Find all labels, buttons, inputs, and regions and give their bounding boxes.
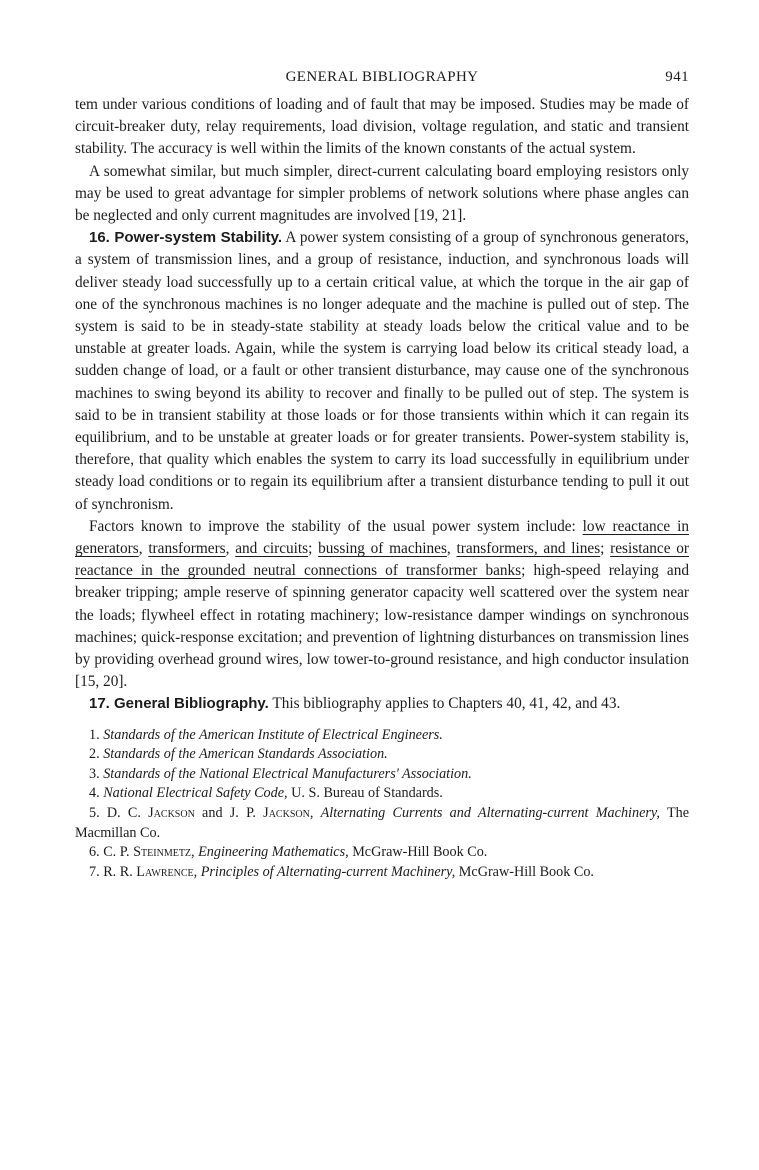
underlined-phrase: bussing of machines [318, 540, 447, 558]
underlined-phrase: transformers, and lines [456, 540, 601, 558]
section-17 [75, 693, 689, 715]
factors-text: ; [308, 540, 319, 558]
entry-title: Alternating Currents and Alternating-current Machinery, [320, 805, 660, 822]
section-16-body: A power system consisting of a group of synchronous generators, a system of transmission lines, and a group of resistance, induction, and synchronous loads will deliver steady load successfully up to a certain critical value, at which the torque in the air gap of one of the synchronous machines is no longer adequate and the machine is pulled out of step. The system is said to be in steady-state stability at steady loads below the critical value and to be unstable at greater loads. Again, while the system is carrying load below its critical steady load, a sudden change of load, or a fault or other transient disturbance, may cause one of the synchronous machines to swing beyond its ability to recover and finally to be pulled out of step. The system is said to be in transient stability at those loads or for those transients within which it can regain its equilibrium, and to be unstable at greater loads or for greater transients. Power-system stability is, therefore, that quality which enables the system to carry its load successfully in equilibrium under steady load conditions or to regain its equilibrium after a transient disturbance tending to pull it out of synchronism. [75, 229, 689, 513]
page-header [75, 66, 689, 88]
entry-publisher: McGraw-Hill Book Co. [455, 863, 594, 880]
paragraph-continued: tem under various conditions of loading and of fault that may be imposed. Studies may be made of circuit-breaker duty, relay requirements, load division, voltage regulation, and static and transient stability. The accuracy is well within the limits of the known constants of the actual system. [75, 96, 689, 158]
factors-text: , [225, 540, 236, 558]
entry-number: 7. [89, 863, 100, 880]
entry-title: Engineering Mathematics, [198, 844, 349, 861]
entry-title: Standards of the American Institute of Electrical Engineers. [103, 726, 443, 743]
underlined-phrase: and circuits [235, 540, 309, 558]
underlined-phrase: low reactance in generators [75, 517, 689, 558]
entry-conjunction: and [194, 805, 230, 822]
entry-number: 2. [89, 746, 100, 763]
section-17-body: This bibliography applies to Chapters 40, 41, 42, and 43. [272, 695, 621, 713]
page-number: 941 [665, 69, 689, 85]
entry-author: C. P. Steinmetz, [103, 844, 195, 861]
bibliography-list [75, 726, 689, 883]
entry-publisher: McGraw-Hill Book Co. [348, 844, 488, 861]
bibliography-entry [75, 863, 689, 883]
underlined-phrase: transformers [148, 540, 226, 558]
bibliography-entry [75, 804, 689, 843]
entry-publisher: U. S. Bureau of Standards. [287, 785, 443, 802]
bibliography-entry [75, 843, 689, 863]
bibliography-entry [75, 726, 689, 746]
entry-author: D. C. Jackson [106, 805, 195, 822]
paragraph-dc-calculating-board: A somewhat similar, but much simpler, direct-current calculating board employing resistors only may be used to great advantage for simpler problems of network solutions where phase angles can be neglected and only current magnitudes are involved [19, 21]. [75, 162, 689, 225]
section-16 [75, 227, 689, 516]
bibliography-entry [75, 765, 689, 785]
entry-title: Principles of Alternating-current Machinery, [200, 863, 456, 880]
factors-text: , [446, 540, 457, 558]
entry-author: R. R. Lawrence, [103, 863, 198, 880]
underlined-phrase: resistance or reactance in the grounded neutral connections of transformer banks [75, 540, 689, 580]
entry-title: Standards of the American Standards Association. [103, 746, 388, 763]
factors-text: Factors known to improve the stability of the usual power system include: [89, 517, 583, 535]
entry-number: 4. [89, 785, 100, 802]
document-page [75, 66, 689, 882]
factors-text: ; high-speed relaying and breaker tripping; ample reserve of spinning generator capacity well scattered over the system near the loads; flywheel effect in rotating machinery; low-resistance damper windings on synchronous machines; quick-response excitation; and prevention of lightning disturbances on transmission lines by providing overhead ground wires, low tower-to-ground resistance, and high conductor insulation [15, 20]. [75, 562, 689, 691]
entry-number: 1. [89, 726, 100, 743]
entry-author: J. P. Jackson, [229, 805, 314, 822]
entry-publisher: The Macmillan Co. [75, 805, 690, 841]
factors-text: , [138, 540, 149, 558]
bibliography-entry [75, 745, 689, 765]
section-16-heading: 16. Power-system Stability. [89, 229, 283, 247]
entry-number: 5. [89, 805, 100, 822]
factors-text: ; [600, 540, 611, 558]
bibliography-entry [75, 784, 689, 804]
entry-number: 3. [89, 765, 100, 782]
paragraph-stability-factors [75, 516, 689, 694]
running-head: GENERAL BIBLIOGRAPHY [285, 69, 479, 85]
entry-number: 6. [89, 844, 100, 861]
entry-title: Standards of the National Electrical Manufacturers' Association. [103, 765, 472, 782]
section-17-heading: 17. General Bibliography. [89, 695, 269, 713]
entry-title: National Electrical Safety Code, [103, 785, 288, 802]
